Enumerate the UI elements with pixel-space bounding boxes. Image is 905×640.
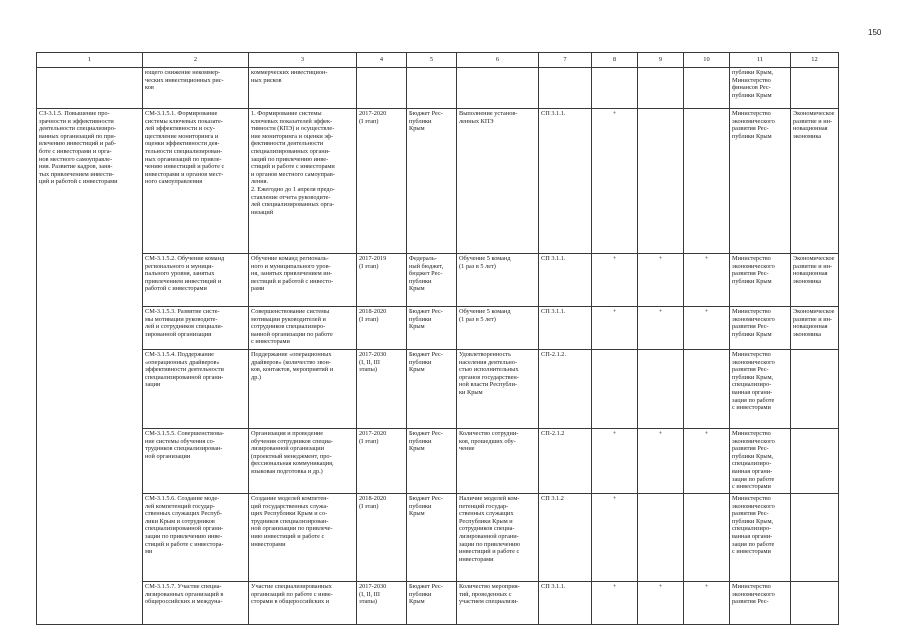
measure-cell: СМ-3.1.5.7. Участие специа- лизированных организаций в общероссийских и междуна- <box>143 582 249 625</box>
period-cell: 2017-2030 (I, II, III этапы) <box>357 582 407 625</box>
measure-cell: СМ-3.1.5.1. Формирование системы ключевых показате- лей эффективности и осу- ществление мониторинга и оценки эффективности дея- тельности специализирован- ных организаций по привле- чению инвестиций и работе с инвесторами и органов мест- ного самоуправления <box>143 109 249 254</box>
direction-cell <box>791 429 839 494</box>
indicator-cell: Количество мероприя- тий, проведенных с участием специализи- <box>457 582 539 625</box>
activity-cell: Поддержание «операционных драйверов» (количество звон- ков, контактов, мероприятий и др.) <box>249 350 357 429</box>
indicator-cell: Наличие моделей ком- петенций государ- ственных служащих Республики Крым и сотрудников специа- лизированной органи- зации по привлечению инвестиций и работе с инвесторами <box>457 494 539 582</box>
mark-cell <box>684 350 730 429</box>
measure-cell: СМ-3.1.5.4. Поддержание «операционных драйверов» эффективности деятельности специализированной органи- зации <box>143 350 249 429</box>
funding-cell: Федераль- ный бюджет, бюджет Рес- публики Крым <box>407 254 457 307</box>
period-cell: 2017-2030 (I, II, III этапы) <box>357 350 407 429</box>
responsible-cell: Министерство экономического развития Рес- публики Крым <box>730 109 791 254</box>
program-cell: СП 3.1.1. <box>539 254 592 307</box>
period-cell: 2018-2020 (I этап) <box>357 307 407 350</box>
direction-cell <box>791 582 839 625</box>
indicator-cell: Обучение 5 команд (1 раз в 5 лет) <box>457 307 539 350</box>
program-cell: СП-2.1.2 <box>539 429 592 494</box>
period-cell: 2018-2020 (I этап) <box>357 494 407 582</box>
column-number: 2 <box>143 53 249 68</box>
responsible-cell: Министерство экономического развития Рес- публики Крым <box>730 307 791 350</box>
mark-cell: + <box>592 307 638 350</box>
indicator-cell: Количество сотрудни- ков, прошедших обу- чение <box>457 429 539 494</box>
column-number: 12 <box>791 53 839 68</box>
mark-cell: + <box>638 429 684 494</box>
activity-cell: 1. Формирование системы ключевых показателей эффек- тивности (КПЭ) и осуществле- ние мониторинга и оценки эф- фективности деятельности специализированных органи- заций по привлечению инве- стиций и работе с инвесторами и органов местного самоуправ- ления. 2. Ежегодно до 1 апреля предо- ставление отчета руководите- лей специализированных орга- низаций <box>249 109 357 254</box>
program-cell <box>539 68 592 109</box>
column-number: 4 <box>357 53 407 68</box>
mark-cell: + <box>638 254 684 307</box>
column-number: 11 <box>730 53 791 68</box>
column-number: 10 <box>684 53 730 68</box>
responsible-cell: Министерство экономического развития Рес- публики Крым, специализиро- ванная органи- зация по работе с инвесторами <box>730 429 791 494</box>
mark-cell: + <box>638 582 684 625</box>
table-row <box>37 582 839 625</box>
activity-cell: Участие специализированных организаций по работе с инве- сторами в общероссийских и <box>249 582 357 625</box>
activity-cell: Совершенствование системы мотивации руководителей и сотрудников специализиро- ванной организации по работе с инвесторами <box>249 307 357 350</box>
measure-cell: СМ-3.1.5.2. Обучение команд регионального и муници- пального уровня, занятых привлечением инвестиций и работой с инвесторами <box>143 254 249 307</box>
measure-cell: СМ-3.1.5.6. Создание моде- лей компетенций государ- ственных служащих Респуб- лики Крым и сотрудников специализированной органи- зации по привлечению инве- стиций и работе с инвестора- ми <box>143 494 249 582</box>
activity-cell: Организация и проведение обучения сотрудников специа- лизированной организации (проектный менеджмент, про- фессиональная коммуникация, языковая подготовка и др.) <box>249 429 357 494</box>
mark-cell: + <box>592 254 638 307</box>
mark-cell <box>638 494 684 582</box>
indicator-cell: Удовлетворенность населения деятельно- стью исполнительных органов государствен- ной власти Республи- ки Крым <box>457 350 539 429</box>
direction-cell: Экономическое развитие и ин- новационная экономика <box>791 307 839 350</box>
table-row <box>37 494 839 582</box>
column-number: 7 <box>539 53 592 68</box>
mark-cell: + <box>592 429 638 494</box>
column-number: 6 <box>457 53 539 68</box>
mark-cell <box>638 68 684 109</box>
mark-cell <box>684 68 730 109</box>
funding-cell <box>407 68 457 109</box>
period-cell: 2017-2019 (I этап) <box>357 254 407 307</box>
column-number: 5 <box>407 53 457 68</box>
measure-cell: СМ-3.1.5.5. Совершенствова- ние системы обучения со- трудников специализирован- ной организации <box>143 429 249 494</box>
column-number: 9 <box>638 53 684 68</box>
funding-cell: Бюджет Рес- публики Крым <box>407 429 457 494</box>
responsible-cell: Министерство экономического развития Рес- публики Крым, специализиро- ванная органи- зация по работе с инвесторами <box>730 350 791 429</box>
activity-cell: Обучение команд региональ- ного и муниципального уров- ня, занятых привлечением ин- вестиций и работой с инвесто- рами <box>249 254 357 307</box>
responsible-cell: Министерство экономического развития Рес- публики Крым, специализиро- ванная органи- зация по работе с инвесторами <box>730 494 791 582</box>
program-cell: СП 3.1.1. <box>539 109 592 254</box>
measures-table <box>36 52 839 625</box>
funding-cell: Бюджет Рес- публики Крым <box>407 307 457 350</box>
direction-cell <box>791 494 839 582</box>
measure-cell: СМ-3.1.5.3. Развитие систе- мы мотивации руководите- лей и сотрудников специали- зированной организации <box>143 307 249 350</box>
indicator-cell <box>457 68 539 109</box>
funding-cell: Бюджет Рес- публики Крым <box>407 350 457 429</box>
activity-cell: Создание моделей компетен- ций государственных служа- щих Республики Крым и со- трудников специализирован- ной организации по привлече- нию инвестиций и работе с инвесторами <box>249 494 357 582</box>
direction-cell <box>791 68 839 109</box>
table-row <box>37 350 839 429</box>
mark-cell: + <box>684 582 730 625</box>
responsible-cell: Министерство экономического развития Рес- <box>730 582 791 625</box>
period-cell: 2017-2020 (I этап) <box>357 429 407 494</box>
funding-cell: Бюджет Рес- публики Крым <box>407 582 457 625</box>
funding-cell: Бюджет Рес- публики Крым <box>407 494 457 582</box>
mark-cell <box>684 494 730 582</box>
responsible-cell: публики Крым, Министерство финансов Рес- публики Крым <box>730 68 791 109</box>
mark-cell <box>638 350 684 429</box>
column-number: 3 <box>249 53 357 68</box>
task-cell: СЗ-3.1.5. Повышение про- зрачности и эффективности деятельности специализиро- ванных организаций по при- влечению инвестиций и раб- боте с инвесторами и орга- нов местного самоуправле- ния. Развитие кадров, заня- тых привлечением инвести- ций и работой с инвесторами <box>37 109 143 625</box>
table-row <box>37 109 839 254</box>
table-row <box>37 429 839 494</box>
direction-cell: Экономическое развитие и ин- новационная экономика <box>791 254 839 307</box>
program-cell: СП 3.1.1. <box>539 307 592 350</box>
indicator-cell: Выполнение установ- ленных КПЭ <box>457 109 539 254</box>
measure-cell: ющего снижение некоммер- ческих инвестиционных рис- ков <box>143 68 249 109</box>
program-cell: СП 3.1.2 <box>539 494 592 582</box>
column-number: 8 <box>592 53 638 68</box>
mark-cell: + <box>684 429 730 494</box>
mark-cell <box>684 109 730 254</box>
mark-cell: + <box>684 254 730 307</box>
mark-cell: + <box>592 494 638 582</box>
mark-cell: + <box>638 307 684 350</box>
indicator-cell: Обучение 5 команд (1 раз в 5 лет) <box>457 254 539 307</box>
period-cell <box>357 68 407 109</box>
column-number: 1 <box>37 53 143 68</box>
direction-cell <box>791 350 839 429</box>
mark-cell: + <box>592 582 638 625</box>
mark-cell: + <box>684 307 730 350</box>
program-cell: СП 3.1.1. <box>539 582 592 625</box>
program-cell: СП-2.1.2. <box>539 350 592 429</box>
direction-cell: Экономическое развитие и ин- новационная экономика <box>791 109 839 254</box>
mark-cell: + <box>592 109 638 254</box>
period-cell: 2017-2020 (I этап) <box>357 109 407 254</box>
activity-cell: коммерческих инвестицион- ных рисков <box>249 68 357 109</box>
mark-cell <box>592 68 638 109</box>
table-row <box>37 307 839 350</box>
responsible-cell: Министерство экономического развития Рес- публики Крым <box>730 254 791 307</box>
page-number: 150 <box>868 28 882 37</box>
mark-cell <box>638 109 684 254</box>
table-row <box>37 254 839 307</box>
task-cell <box>37 68 143 109</box>
column-number-row <box>37 53 839 68</box>
continuation-row <box>37 68 839 109</box>
funding-cell: Бюджет Рес- публики Крым <box>407 109 457 254</box>
mark-cell <box>592 350 638 429</box>
